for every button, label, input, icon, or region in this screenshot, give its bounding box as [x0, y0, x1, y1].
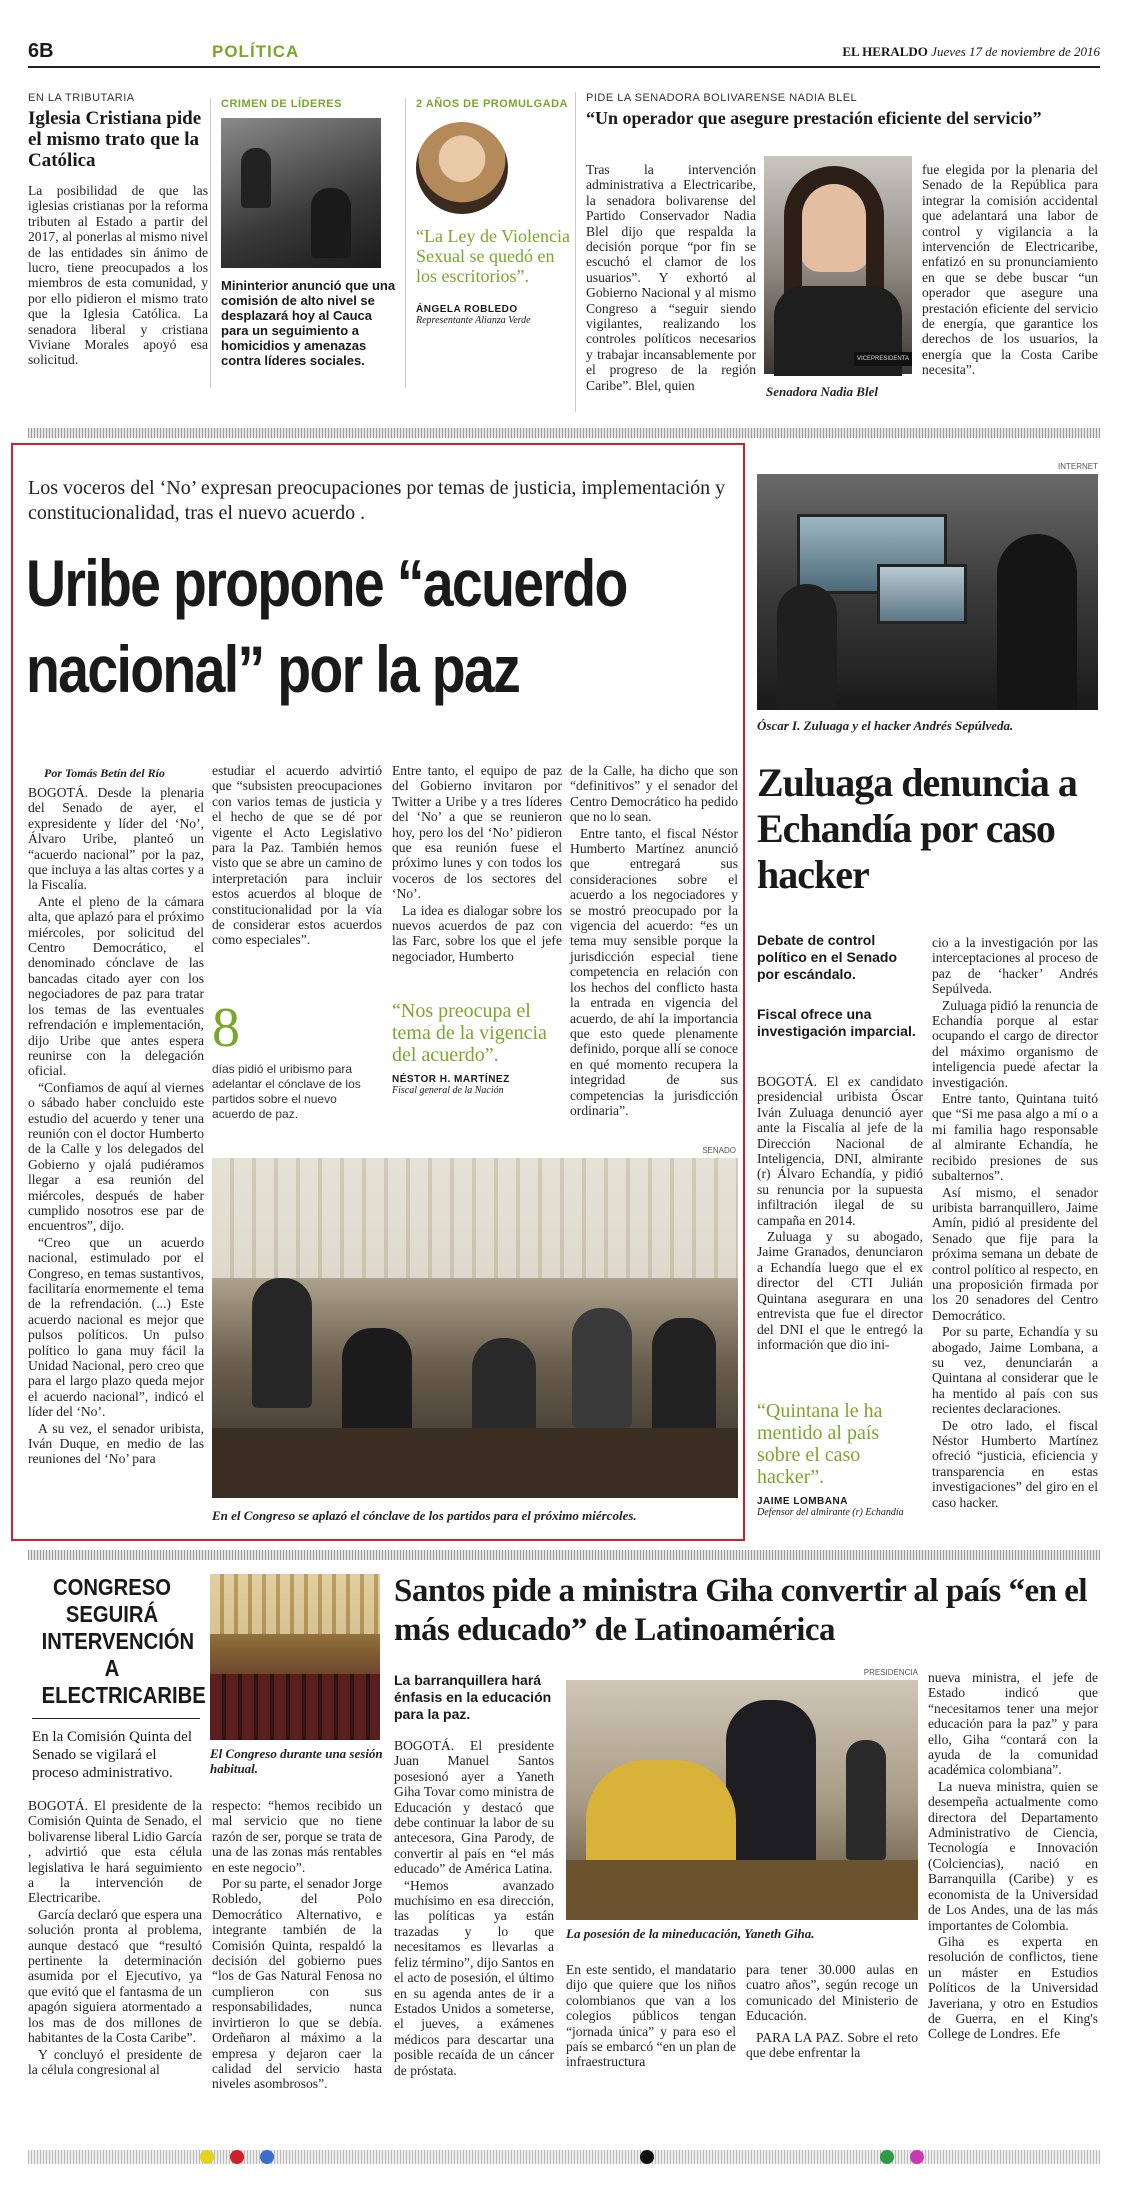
santos-bottom-mid	[746, 1962, 918, 2142]
quote-name: JAIME LOMBANA	[757, 1496, 848, 1507]
registration-strip	[28, 2150, 1100, 2164]
uribe-headline	[26, 540, 627, 712]
quote-name: ÁNGELA ROBLEDO	[416, 304, 518, 315]
body-paragraph: Tras la intervención administrativa a Electricaribe, la senadora bolivarense del Partido Conservador Nadia Blel dijo que respalda la decisión porque “por fin se escuchó el clamor de los usuarios”. Y exhortó al Gobierno Nacional y al mismo Congreso a “seguir siendo vigilantes, realizando los controles políticos necesarios y trabajar incansablemente por el progreso de la región Caribe”. Blel, quien	[586, 162, 756, 393]
paragraph: BOGOTÁ. Desde la plenaria del Senado de ayer, el expresidente y líder del ‘No’, Álvaro Uribe, planteó un “acuerdo nacional” por la paz, que incluya a las altas cortes y a la Fiscalía.	[28, 785, 204, 893]
headline-line-2: nacional” por la paz	[26, 632, 520, 706]
paragraph: Zuluaga y su abogado, Jaime Granados, denunciaron a Echandía luego que el ex director del CTI Julián Quintana asegurara en una entrevista que fue el director del DNI el que le entregó la información que dio ini-	[757, 1229, 923, 1352]
zuluaga-quote-box	[757, 1400, 927, 1518]
paragraph: para tener 30.000 aulas en cuatro años”, según recoge un comunicado del Ministerio de Educación.	[746, 1962, 918, 2024]
paper-name: EL HERALDO	[842, 44, 928, 59]
congreso-col-1	[28, 1798, 202, 2143]
paragraph: La idea es dialogar sobre los nuevos acuerdos de paz con las Farc, sobre los que el jefe negociador, Humberto	[392, 902, 562, 964]
registration-dot	[230, 2150, 244, 2164]
santos-bottom-left	[566, 1962, 736, 2142]
photo-blel	[764, 156, 912, 374]
paragraph: Zuluaga pidió la renuncia de Echandía porque al estar ocupando el cargo de director del máximo organismo de inteligencia puede afectar la investigación.	[932, 997, 1098, 1090]
paragraph: Entre tanto, el fiscal Néstor Humberto Martínez anunció que entregará sus consideraciones sobre el acuerdo a los negociadores y se mostró preocupado por la vigencia del acuerdo: “es un tema muy sensible porque la jurisdicción especial tiene competencia en relación con los hechos del conflicto hasta la entrada en vigencia del acuerdo, de ahí la importancia que esto quede plenamente definido, porque allí se conoce en qué momento recupera la integridad de sus competencias la jurisdicción ordinaria”.	[570, 825, 738, 1118]
paragraph: En este sentido, el mandatario dijo que quiere que los niños colombianos que van a los colegios públicos tengan “jornada única” y para eso el país se embarcó “en un plan de infraestructura	[566, 1962, 736, 2070]
issue-date: Jueves 17 de noviembre de 2016	[931, 44, 1100, 59]
zuluaga-col-2	[932, 935, 1098, 1535]
paragraph: cio a la investigación por las interceptaciones al proceso de paz de ‘hacker’ Andrés Sepúlveda.	[932, 935, 1098, 997]
photo-congreso	[210, 1574, 380, 1740]
paragraph: respecto: “hemos recibido un mal servicio que no tiene razón de ser, porque se trata de una de las zonas más rentables en este negocio”.	[212, 1798, 382, 1875]
paragraph: Por su parte, el senador Jorge Robledo, del Polo Democrático Alternativo, e integrante también de la Comisión Quinta, respaldó la decisión del gobierno pues “los de Gas Natural Fenosa no cumplieron con sus responsabilidades, nunca invirtieron lo que se debía. Ordeñaron al máximo a la empresa y dejaron caer la calidad del servicio hasta niveles asombrosos”.	[212, 1876, 382, 2092]
kicker: PIDE LA SENADORA BOLIVARENSE NADIA BLEL	[586, 92, 858, 104]
paragraph: de la Calle, ha dicho que son “definitivos” y el senador del Centro Democrático ha pedido que no lo sean.	[570, 763, 738, 825]
body-paragraph: fue elegida por la plenaria del Senado de la República para integrar la comisión accidental que adelantará una labor de control y vigilancia a la intervención de Electricaribe, enfatizó en su pronunciamiento en que se debe buscar “un operador que asegure una prestación eficiente del servicio de energía, que garantice los derechos de los usuarios, la energía que la Costa Caribe necesita”.	[922, 162, 1098, 378]
congreso-deck: En la Comisión Quinta del Senado se vigilará el proceso administrativo.	[32, 1729, 192, 1781]
photo-senado	[212, 1158, 738, 1498]
section-label: POLÍTICA	[212, 42, 300, 61]
caption: La posesión de la mineducación, Yaneth Giha.	[566, 1926, 815, 1941]
stat-box	[212, 997, 382, 1122]
paragraph: estudiar el acuerdo advirtió que “subsisten preocupaciones con varios temas de justicia y el hecho de que se dé por vigente el Acto Legislativo para la Paz. También hemos visto que se abre un camino de interpretación para incluir estos acuerdos al bloque de constitucionalidad por la vía de considerar estos acuerdos como especiales”.	[212, 763, 382, 948]
paragraph: PARA LA PAZ. Sobre el reto que debe enfrentar la	[746, 2029, 918, 2061]
photo-hacker	[757, 474, 1098, 710]
photo-credit: INTERNET	[1058, 462, 1098, 471]
kicker: 2 AÑOS DE PROMULGADA	[416, 98, 568, 110]
quote: “Quintana le ha mentido al país sobre el caso hacker”.	[757, 1400, 883, 1488]
byline: Por Tomás Betín del Río	[44, 766, 165, 780]
paragraph: nueva ministra, el jefe de Estado indicó que “necesitamos tener una mejor educación para la paz” y para ello, Giha “contará con la ayuda de la comunidad académica colombiana”.	[928, 1670, 1098, 1778]
uribe-subhead: Los voceros del ‘No’ expresan preocupaciones por temas de justicia, implementación y constitucionalidad, tras el nuevo acuerdo .	[28, 477, 726, 524]
paragraph: “Hemos avanzado muchísimo en esa dirección, las políticas ya están trazadas y lo que necesitamos es llevarlas a feliz término”, dijo Santos en el acto de posesión, el último en su agenda antes de ir a Estados Unidos a someterse, el jueves, a exámenes médicos para descartar una posible recaída de un cáncer de próstata.	[394, 1877, 554, 2078]
masthead-rule	[28, 66, 1100, 68]
zuluaga-col-1	[757, 1074, 923, 1384]
photo-giha	[566, 1680, 918, 1920]
story-crimen	[210, 98, 396, 388]
santos-col-1	[394, 1738, 554, 2078]
masthead-paper-date	[780, 44, 1100, 60]
quote: “Nos preocupa el tema de la vigencia del acuerdo”.	[392, 1000, 547, 1066]
uribe-col-1	[28, 785, 204, 1529]
quote-role: Fiscal general de la Nación	[392, 1085, 504, 1096]
paragraph: García declaró que espera una solución pronta al problema, aunque destacó que “resultó pertinente la determinación asumida por el Ejecutivo, ya que evitó que el fantasma de un apagón siguiera atormentado a los mas de dos millones de habitantes de la Costa Caribe”.	[28, 1906, 202, 2046]
congreso-col-2	[212, 1798, 382, 2143]
kicker: EN LA TRIBUTARIA	[28, 92, 135, 104]
photo-credit: PRESIDENCIA	[863, 1668, 918, 1677]
quote-role: Representante Alianza Verde	[416, 315, 531, 326]
registration-dot	[910, 2150, 924, 2164]
body-left	[586, 162, 756, 407]
paragraph: A su vez, el senador uribista, Iván Duque, en medio de las reuniones del ‘No’ para	[28, 1420, 204, 1467]
santos-right-col	[928, 1670, 1098, 2142]
paragraph: De otro lado, el fiscal Néstor Humberto Martínez ofreció “justicia, eficiencia y transparencia en estas investigaciones” del giro en el caso hacker.	[932, 1417, 1098, 1510]
quote-role: Defensor del almirante (r) Echandía	[757, 1507, 904, 1518]
section-divider	[28, 1550, 1100, 1560]
kicker: CRIMEN DE LÍDERES	[221, 98, 342, 110]
quote-name: NÉSTOR H. MARTÍNEZ	[392, 1074, 510, 1085]
quote: “La Ley de Violencia Sexual se quedó en los escritorios”.	[416, 226, 571, 286]
uribe-col-4	[570, 763, 738, 1153]
paragraph: “Confiamos de aquí al viernes o sábado haber concluido este estudio del acuerdo y tener una reunión con el doctor Humberto de la Calle y los delegados del Gobierno y ojalá pudiéramos llegar a esa reunión del miércoles, después de haber cumplido nosotros ese par de encuentros”, dijo.	[28, 1079, 204, 1234]
photo-crimen	[221, 118, 381, 268]
paragraph: Por su parte, Echandía y su abogado, Jaime Lombana, a su vez, denunciarán a Quintana al considerar que le ha mentido al país con sus recientes declaraciones.	[932, 1324, 1098, 1417]
page-number: 6B	[28, 40, 54, 62]
headline-rule	[32, 1718, 200, 1719]
paragraph: Entre tanto, el equipo de paz del Gobierno invitaron por Twitter a Uribe y a tres líderes del ‘No’ a que se reunieron hoy, pero los del ‘No’ pidieron que esa reunión fuese el próximo lunes y con todos los voceros de los sectores del ‘No’.	[392, 763, 562, 902]
santos-headline: Santos pide a ministra Giha convertir al país “en el más educado” de Latinoamérica	[394, 1573, 1088, 1648]
paragraph: BOGOTÁ. El presidente de la Comisión Quinta de Senado, el bolivarense liberal Lidio García , advirtió que esta célula legislativa le hará seguimiento a la intervención de Electricaribe.	[28, 1798, 202, 1906]
headline: “Un operador que asegure prestación eficiente del servicio”	[586, 108, 1042, 128]
paragraph: “Creo que un acuerdo nacional, estimulado por el Congreso, en temas sustantivos, facilitaría enormemente el tema de la refrendación. (...) Este acuerdo nacional es mejor que pulsos políticos. Un pulso político lo gana muy fácil la Unidad Nacional, pero creo que para el largo plazo queda mejor el acuerdo nacional”, indicó el líder del ‘No’.	[28, 1234, 204, 1420]
body	[28, 183, 208, 413]
body: Mininterior anunció que una comisión de alto nivel se desplazará hoy al Cauca para un seguimiento a homicidios y amenazas contra líderes sociales.	[221, 278, 396, 368]
caption: El Congreso durante una sesión habitual.	[210, 1746, 383, 1776]
stat-text: días pidió el uribismo para adelantar el cónclave de los partidos sobre el nuevo acuerdo de paz.	[212, 1062, 361, 1121]
paragraph: Ante el pleno de la cámara alta, que aplazó para el próximo miércoles, por solicitud del Centro Democrático, el denominado cónclave de las bancadas citado ayer con los negociadores de paz para tratar los temas de las eventuales refrendación e implementación, dijo Uribe que antes espera reunirse con la delegación oficial.	[28, 893, 204, 1079]
headline: Iglesia Cristiana pide el mismo trato que la Católica	[28, 108, 202, 171]
paragraph: Y concluyó el presidente de la célula congresional al	[28, 2046, 202, 2077]
caption: Senadora Nadia Blel	[766, 384, 878, 399]
congreso-headline: CONGRESO SEGUIRÁ INTERVENCIÓN A ELECTRICARIBE	[41, 1574, 206, 1708]
paragraph: Entre tanto, Quintana tuitó que “Si me pasa algo a mí o a mi familia hago responsable al almirante Echandía, he recibido presiones de sus subalternos”.	[932, 1091, 1098, 1184]
portrait-robledo	[416, 122, 508, 214]
registration-dot	[640, 2150, 654, 2164]
story-promulgada	[405, 98, 575, 388]
uribe-col-3	[392, 763, 562, 988]
headline-line-1: Uribe propone “acuerdo	[26, 546, 627, 620]
paragraph: La nueva ministra, quien se desempeña actualmente como directora del Departamento Administrativo de Ciencia, Tecnología e Innovación (Colciencias), nació en Barranquilla (Caribe) y es economista de la Universidad de Los Andes, una de las más importantes de Colombia.	[928, 1778, 1098, 1933]
caption: En el Congreso se aplazó el cónclave de los partidos para el próximo miércoles.	[212, 1508, 637, 1523]
uribe-quote-box	[392, 1000, 562, 1096]
name-plate: VICEPRESIDENTA	[854, 352, 912, 366]
santos-deck: La barranquillera hará énfasis en la educación para la paz.	[394, 1672, 552, 1722]
deck-1: Debate de control político en el Senado por escándalo.	[757, 932, 898, 982]
deck-2: Fiscal ofrece una investigación imparcial.	[757, 1006, 916, 1039]
uribe-col-2	[212, 763, 382, 973]
paragraph: BOGOTÁ. El presidente Juan Manuel Santos posesionó ayer a Yaneth Giha Tovar como ministra de Educación y destacó que debe continuar la labor de su antecesora, Gina Parody, de convertir al país en “el más educado” de América Latina.	[394, 1738, 554, 1877]
paragraph: Así mismo, el senador uribista barranquillero, Jaime Amín, pidió al presidente del Senado que fije para la próxima semana un debate de control político al respecto, en una proposición firmada por los 20 senadores del Centro Democrático.	[932, 1184, 1098, 1323]
story-tributaria	[28, 92, 208, 413]
registration-dot	[880, 2150, 894, 2164]
registration-dot	[200, 2150, 214, 2164]
paragraph: Giha es experta en resolución de conflictos, tiene un máster en Estudios Políticos de la Universidad Javeriana, y otro en Estudios de Guerra, en el King's College de Londres. Efe	[928, 1933, 1098, 2042]
stat-number: 8	[212, 997, 240, 1059]
zuluaga-headline: Zuluaga denuncia a Echandía por caso hacker	[757, 760, 1077, 897]
caption: Óscar I. Zuluaga y el hacker Andrés Sepúlveda.	[757, 718, 1014, 733]
story-blel	[575, 92, 1100, 412]
section-divider	[28, 428, 1100, 438]
paragraph: BOGOTÁ. El ex candidato presidencial uribista Óscar Iván Zuluaga denunció ayer ante la Fiscalía al jefe de la Dirección Nacional de Inteligencia, DNI, almirante (r) Álvaro Echandía, y pidió su renuncia por la supuesta infiltración ilegal de su campaña en 2014.	[757, 1074, 923, 1228]
body-paragraph: La posibilidad de que las iglesias cristianas por la reforma tributen al Estado a partir del 2017, al ponerlas al mismo nivel de las entidades sin ánimo de lucro, tiene preocupados a los miembros de esta comunidad, y por ello pidieron el mismo trato que la Iglesia Católica. La senadora liberal y cristiana Viviane Morales apoyó esa solicitud.	[28, 183, 208, 368]
registration-dot	[260, 2150, 274, 2164]
photo-credit: SENADO	[702, 1146, 736, 1155]
body-right	[922, 162, 1098, 407]
